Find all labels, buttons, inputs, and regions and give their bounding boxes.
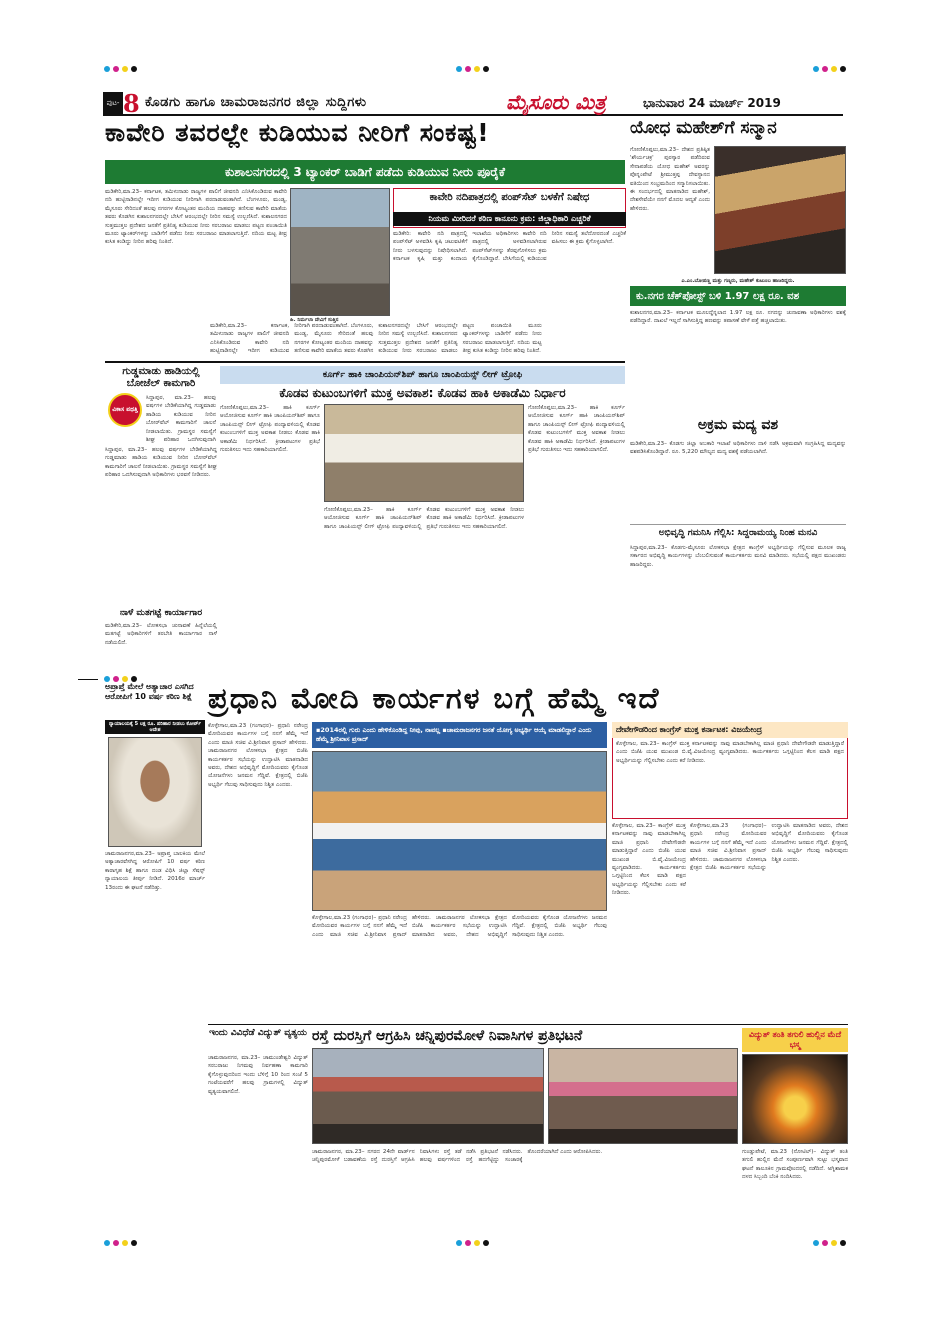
registration-marks-bottom-right <box>813 1240 846 1246</box>
yodha-photo <box>714 146 846 274</box>
masthead <box>103 89 843 118</box>
registration-marks-top-center <box>456 66 489 72</box>
divider <box>208 1024 848 1025</box>
pump-body: ಮಡಿಕೇರಿ: ಕಾವೇರಿ ನದಿ ಪಾತ್ರದಲ್ಲಿ ಪಂಪ್‌ಸೆಟ್ ಅಳವಡಿಸಿ ಕೃಷಿ ಚಟುವಟಿಕೆಗೆ ನೀರು ಬಳಸುವುದನ್ನು ನಿಷೇಧಿಸಲಾಗಿದೆ. ಕರ್ನಾಟಕ ಕೃಷಿ ಮತ್ತು ಕಂದಾಯ ಇಲಾಖೆಯ ಅಧಿಕಾರಿಗಳು ಕಾವೇರಿ ನದಿ ಪಾತ್ರದಲ್ಲಿ ಅಳವಡಿಸಲಾಗಿರುವ ಪಂಪ್‌ಸೆಟ್‌ಗಳನ್ನು ತೆರವುಗೊಳಿಸಲು ಕ್ರಮ ಕೈಗೊಂಡಿದ್ದಾರೆ. ಬೇಸಿಗೆಯಲ್ಲಿ ಕುಡಿಯುವ ನೀರಿನ ಸಮಸ್ಯೆ ತಲೆದೋರದಂತೆ ಎಚ್ಚರಿಕೆ ವಹಿಸಲು ಈ ಕ್ರಮ ಕೈಗೊಳ್ಳಲಾಗಿದೆ. <box>393 231 626 263</box>
raste-headline: ರಸ್ತೆ ದುರಸ್ತಿಗೆ ಆಗ್ರಹಿಸಿ ಚನ್ನಿಪುರಮೋಳೆ ನಿವಾಸಿಗಳ ಪ್ರತಿಭಟನೆ <box>312 1028 583 1044</box>
registration-marks-top-left <box>104 66 137 72</box>
siddaramaiah-body: ಸಿದ್ದಾಪುರ,ಮಾ.23– ಕೊಡಗು-ಮೈಸೂರು ಲೋಕಸಭಾ ಕ್ಷೇತ್ರದ ಕಾಂಗ್ರೆಸ್ ಅಭ್ಯರ್ಥಿಯನ್ನು ಗೆಲ್ಲಿಸುವ ಮೂಲಕ ರಾಜ್ಯ ಸರ್ಕಾರದ ಅಭಿವೃದ್ಧಿ ಕಾರ್ಯಗಳನ್ನು ಬೆಂಬಲಿಸುವಂತೆ ಕಾರ್ಯಕರ್ತರು ಮನವಿ ಮಾಡಿದರು. ಸಭೆಯಲ್ಲಿ ಪಕ್ಷದ ಮುಖಂಡರು ಹಾಜರಿದ್ದರು. <box>630 545 846 568</box>
devegowda-body: ಕೊಳ್ಳೇಗಾಲ, ಮಾ.23– ಕಾಂಗ್ರೆಸ್ ಮುಕ್ತ ಕರ್ನಾಟಕವನ್ನು ನಾವು ಮಾಡಬೇಕಾಗಿಲ್ಲ ಮಾಜಿ ಪ್ರಧಾನಿ ದೇವೇಗೌಡರೇ ಮಾಡುತ್ತಿದ್ದಾರೆ ಎಂದು ಬಿಜೆಪಿ ಯುವ ಮುಖಂಡ ಬಿ.ವೈ.ವಿಜಯೇಂದ್ರ ವ್ಯಂಗ್ಯವಾಡಿದರು. ಕಾರ್ಯಕರ್ತರು ಒಗ್ಗಟ್ಟಿನಿಂದ ಕೆಲಸ ಮಾಡಿ ಪಕ್ಷದ ಅಭ್ಯರ್ಥಿಯನ್ನು ಗೆಲ್ಲಿಸಬೇಕು ಎಂದು ಕರೆ ನೀಡಿದರು. <box>616 741 844 764</box>
hockey-body-col3: ಗೋಣಿಕೊಪ್ಪಲು,ಮಾ.23– ಹಾಕಿ ಕೂರ್ಗ್ ಆಯೋಜಿಸುವ ಕೂರ್ಗ್ ಹಾಕಿ ಚಾಂಪಿಯನ್‌ಶಿಪ್ ಹಾಗೂ ಚಾಂಪಿಯನ್ಸ್ ಲೀಗ್ ಟ್ರೋಫಿ ಪಂದ್ಯಾವಳಿಯಲ್ಲಿ ಕೊಡವ ಕುಟುಂಬಗಳಿಗೆ ಮುಕ್ತ ಅವಕಾಶ ನೀಡಲು ಕೊಡವ ಹಾಕಿ ಅಕಾಡೆಮಿ ನಿರ್ಧರಿಸಿದೆ. ಕ್ರೀಡಾಪಟುಗಳ ಪ್ರತಿಭೆ ಗುರುತಿಸಲು ಇದು ಸಹಕಾರಿಯಾಗಲಿದೆ. <box>528 405 625 454</box>
registration-marks-top-right <box>813 66 846 72</box>
modi-body-col1: ಕೊಳ್ಳೇಗಾಲ,ಮಾ.23 (ಗಂಗಾಧರ)– ಪ್ರಧಾನಿ ನರೇಂದ್ರ ಮೋದಿಯವರ ಕಾರ್ಯಗಳ ಬಗ್ಗೆ ನನಗೆ ಹೆಮ್ಮೆ ಇದೆ ಎಂದು ಮಾಜಿ ಸಚಿವ ವಿ.ಶ್ರೀನಿವಾಸ ಪ್ರಸಾದ್ ಹೇಳಿದರು. ಚಾಮರಾಜನಗರ ಲೋಕಸಭಾ ಕ್ಷೇತ್ರದ ಬಿಜೆಪಿ ಕಾರ್ಯಕರ್ತರ ಸಭೆಯನ್ನು ಉದ್ಘಾಟಿಸಿ ಮಾತನಾಡಿದ ಅವರು, ದೇಶದ ಅಭಿವೃದ್ಧಿಗೆ ಮೋದಿಯವರು ಕೈಗೊಂಡ ಯೋಜನೆಗಳು ಜನಮನ ಗೆದ್ದಿವೆ. ಕ್ಷೇತ್ರದಲ್ಲಿ ಬಿಜೆಪಿ ಅಭ್ಯರ್ಥಿ ಗೆಲುವು ಸಾಧಿಸುವುದು ನಿಶ್ಚಿತ ಎಂದರು. <box>208 723 308 788</box>
yodha-caption: ಎ.ಎಂ.ಬೋಪಣ್ಣ ಮತ್ತು ಗಣ್ಯರು, ಮಹೇಶ್ ಕುಟುಂಬ ಹಾಜರಿದ್ದರು. <box>681 278 795 284</box>
protest-photo-1 <box>312 1048 544 1144</box>
modi-bar: ▪2014ರಲ್ಲಿ ಗುರು ಎಂದು ಹೇಳಿಕೊಂಡಿದ್ದ ನೀವು, ನಾವಲ್ಲ ▪ಚಾಮರಾಜನಗರ ಜನತೆ ಯೋಗ್ಯ ಅಭ್ಯರ್ಥಿ ಆಯ್ಕೆ ಮಾಡಲಿದ್ದಾರೆ ಎಂದು ಹೆಮ್ಮೆ ಶ್ರೀನಿವಾಸ ಪ್ರಸಾದ್ <box>312 722 607 748</box>
registration-marks-bottom-center <box>456 1240 489 1246</box>
modi-body-col3: ಕೊಳ್ಳೇಗಾಲ,ಮಾ.23 (ಗಂಗಾಧರ)– ಪ್ರಧಾನಿ ನರೇಂದ್ರ ಮೋದಿಯವರ ಕಾರ್ಯಗಳ ಬಗ್ಗೆ ನನಗೆ ಹೆಮ್ಮೆ ಇದೆ ಎಂದು ಮಾಜಿ ಸಚಿವ ವಿ.ಶ್ರೀನಿವಾಸ ಪ್ರಸಾದ್ ಹೇಳಿದರು. ಚಾಮರಾಜನಗರ ಲೋಕಸಭಾ ಕ್ಷೇತ್ರದ ಬಿಜೆಪಿ ಕಾರ್ಯಕರ್ತರ ಸಭೆಯನ್ನು ಉದ್ಘಾಟಿಸಿ ಮಾತನಾಡಿದ ಅವರು, ದೇಶದ ಅಭಿವೃದ್ಧಿಗೆ ಮೋದಿಯವರು ಕೈಗೊಂಡ ಯೋಜನೆಗಳು ಜನಮನ ಗೆದ್ದಿವೆ. ಕ್ಷೇತ್ರದಲ್ಲಿ ಬಿಜೆಪಿ ಅಭ್ಯರ್ಥಿ ಗೆಲುವು ಸಾಧಿಸುವುದು ನಿಶ್ಚಿತ ಎಂದರು. <box>690 823 848 872</box>
guddamada-body: ಸಿದ್ದಾಪುರ, ಮಾ.23– ಹಲವು ವರ್ಷಗಳ ಬೇಡಿಕೆಯಾಗಿದ್ದ ಗುಡ್ಡಮಾಡು ಹಾಡಿಯ ಕುಡಿಯುವ ನೀರಿನ ಬೋರ್‌ವೆಲ್ ಕಾಮಗಾರಿಗೆ ಚಾಲನೆ ನೀಡಲಾಯಿತು. ಗ್ರಾಮಸ್ಥರ ಸಮಸ್ಯೆಗೆ ಶೀಘ್ರ ಪರಿಹಾರ ಒದಗಿಸುವುದಾಗಿ <box>146 395 216 444</box>
devegowda-body-cont: ಕೊಳ್ಳೇಗಾಲ, ಮಾ.23– ಕಾಂಗ್ರೆಸ್ ಮುಕ್ತ ಕರ್ನಾಟಕವನ್ನು ನಾವು ಮಾಡಬೇಕಾಗಿಲ್ಲ ಮಾಜಿ ಪ್ರಧಾನಿ ದೇವೇಗೌಡರೇ ಮಾಡುತ್ತಿದ್ದಾರೆ ಎಂದು ಬಿಜೆಪಿ ಯುವ ಮುಖಂಡ ಬಿ.ವೈ.ವಿಜಯೇಂದ್ರ ವ್ಯಂಗ್ಯವಾಡಿದರು. ಕಾರ್ಯಕರ್ತರು ಒಗ್ಗಟ್ಟಿನಿಂದ ಕೆಲಸ ಮಾಡಿ ಪಕ್ಷದ ಅಭ್ಯರ್ಥಿಯನ್ನು ಗೆಲ್ಲಿಸಬೇಕು ಎಂದು ಕರೆ ನೀಡಿದರು. <box>612 823 686 897</box>
registration-marks-bottom-left <box>104 1240 137 1246</box>
bjp-meeting-photo <box>312 751 607 911</box>
atyachara-headline: ಅಪ್ರಾಪ್ತೆ ಮೇಲೆ ಅತ್ಯಾಚಾರ ಎಸಗಿದ ಆರೋಪಿಗೆ 10 ವರ್ಷ ಕಠಿಣ ಶಿಕ್ಷೆ <box>105 682 194 701</box>
protest-photo-2 <box>548 1048 738 1144</box>
fire-headline: ವಿದ್ಯುತ್ ತಂತಿ ತಗುಲಿ ಹುಲ್ಲಿನ ಮೆದೆ ಭಸ್ಮ <box>742 1028 848 1052</box>
modi-body-col2: ಕೊಳ್ಳೇಗಾಲ,ಮಾ.23 (ಗಂಗಾಧರ)– ಪ್ರಧಾನಿ ನರೇಂದ್ರ ಮೋದಿಯವರ ಕಾರ್ಯಗಳ ಬಗ್ಗೆ ನನಗೆ ಹೆಮ್ಮೆ ಇದೆ ಎಂದು ಮಾಜಿ ಸಚಿವ ವಿ.ಶ್ರೀನಿವಾಸ ಪ್ರಸಾದ್ ಹೇಳಿದರು. ಚಾಮರಾಜನಗರ ಲೋಕಸಭಾ ಕ್ಷೇತ್ರದ ಬಿಜೆಪಿ ಕಾರ್ಯಕರ್ತರ ಸಭೆಯನ್ನು ಉದ್ಘಾಟಿಸಿ ಮಾತನಾಡಿದ ಅವರು, ದೇಶದ ಅಭಿವೃದ್ಧಿಗೆ ಮೋದಿಯವರು ಕೈಗೊಂಡ ಯೋಜನೆಗಳು ಜನಮನ ಗೆದ್ದಿವೆ. ಕ್ಷೇತ್ರದಲ್ಲಿ ಬಿಜೆಪಿ ಅಭ್ಯರ್ಥಿ ಗೆಲುವು ಸಾಧಿಸುವುದು ನಿಶ್ಚಿತ ಎಂದರು. <box>312 915 607 938</box>
divider <box>630 524 846 525</box>
naale-body: ಮಡಿಕೇರಿ,ಮಾ.23– ಲೋಕಸಭಾ ಚುನಾವಣೆ ಹಿನ್ನೆಲೆಯಲ್ಲಿ ಮತಗಟ್ಟೆ ಅಧಿಕಾರಿಗಳಿಗೆ ತರಬೇತಿ ಕಾರ್ಯಾಗಾರ ನಾಳೆ ನಡೆಯಲಿದೆ. <box>105 623 217 646</box>
hockey-meeting-photo <box>324 404 524 502</box>
page-label: ಪುಟ- <box>103 92 123 114</box>
hockey-body-col1: ಗೋಣಿಕೊಪ್ಪಲು,ಮಾ.23– ಹಾಕಿ ಕೂರ್ಗ್ ಆಯೋಜಿಸುವ ಕೂರ್ಗ್ ಹಾಕಿ ಚಾಂಪಿಯನ್‌ಶಿಪ್ ಹಾಗೂ ಚಾಂಪಿಯನ್ಸ್ ಲೀಗ್ ಟ್ರೋಫಿ ಪಂದ್ಯಾವಳಿಯಲ್ಲಿ ಕೊಡವ ಕುಟುಂಬಗಳಿಗೆ ಮುಕ್ತ ಅವಕಾಶ ನೀಡಲು ಕೊಡವ ಹಾಕಿ ಅಕಾಡೆಮಿ ನಿರ್ಧರಿಸಿದೆ. ಕ್ರೀಡಾಪಟುಗಳ ಪ್ರತಿಭೆ ಗುರುತಿಸಲು ಇದು ಸಹಕಾರಿಯಾಗಲಿದೆ. <box>220 405 320 454</box>
akrama-headline: ಅಕ್ರಮ ಮದ್ಯ ವಶ <box>697 417 779 433</box>
kunagara-headline: ಕು.ನಗರ ಚೆಕ್‌ಪೋಸ್ಟ್ ಬಳಿ 1.97 ಲಕ್ಷ ರೂ. ವಶ <box>630 286 846 306</box>
atyachara-body: ಚಾಮರಾಜನಗರ,ಮಾ.23– ಅಪ್ರಾಪ್ತ ಬಾಲಕಿಯ ಮೇಲೆ ಅತ್ಯಾಚಾರವೆಸಗಿದ್ದ ಆರೋಪಿಗೆ 10 ವರ್ಷ ಕಠಿಣ ಕಾರಾಗೃಹ ಶಿಕ್ಷೆ ಹಾಗೂ ದಂಡ ವಿಧಿಸಿ ಜಿಲ್ಲಾ ಸೆಷನ್ಸ್ ನ್ಯಾಯಾಲಯ ತೀರ್ಪು ನೀಡಿದೆ. 2016ರ ಮಾರ್ಚ್ 13ರಂದು ಈ ಘಟನೆ ನಡೆದಿತ್ತು. <box>105 851 205 891</box>
crop-mark-left <box>78 679 98 680</box>
idol-photo <box>290 188 390 316</box>
hockey-headline: ಕೊಡವ ಕುಟುಂಬಗಳಿಗೆ ಮುಕ್ತ ಅವಕಾಶ: ಕೊಡವ ಹಾಕಿ ಅಕಾಡೆಮಿ ನಿರ್ಧಾರ <box>279 386 566 400</box>
page-number: 8 <box>123 89 140 118</box>
naale-headline: ನಾಳೆ ಮತಗಟ್ಟೆ ಕಾರ್ಯಾಗಾರ <box>119 608 203 618</box>
dateline: ಭಾನುವಾರ 24 ಮಾರ್ಚ್ 2019 <box>643 96 781 110</box>
divider <box>105 361 625 363</box>
lead-body-continued: ಮಡಿಕೇರಿ,ಮಾ.23– ಕರ್ನಾಟಕ, ತಮಿಳುನಾಡು ರಾಜ್ಯಗಳ ಪಾಲಿಗೆ ಜೀವನದಿ ಎನಿಸಿಕೊಂಡಿರುವ ಕಾವೇರಿ ನದಿ ಹುಟ್ಟಿನಾಡಿನಲ್ಲೇ ಇದೀಗ ಕುಡಿಯುವ ನೀರಿಗಾಗಿ ಪರದಾಡುವಂತಾಗಿದೆ. ಬೆಂಗಳೂರು, ಮಂಡ್ಯ, ಮೈಸೂರು ಸೇರಿದಂತೆ ಹಲವು ನಗರಗಳ ಕೋಟ್ಯಂತರ ಮಂದಿಯ ದಾಹವನ್ನು ತಣಿಸುವ ಕಾವೇರಿ ಮಾತೆಯ ತವರು ಕೊಡಗಿನ ಕುಶಾಲನಗರದಲ್ಲೇ ಬೇಸಿಗೆ ಆರಂಭದಲ್ಲೇ ನೀರಿನ ಸಮಸ್ಯೆ ಉಲ್ಬಣಿಸಿದೆ. ಕುಶಾಲನಗರದ ಸುತ್ತಮುತ್ತಲ ಪ್ರದೇಶದ ಜನತೆಗೆ ಪ್ರತಿನಿತ್ಯ ಕುಡಿಯುವ ನೀರು ಸರಬರಾಜು ಮಾಡಲು ಪಟ್ಟಣ ಪಂಚಾಯಿತಿ ಮೂರು ಟ್ಯಾಂಕರ್‌ಗಳನ್ನು ಬಾಡಿಗೆಗೆ ಪಡೆದು ನೀರು ಸರಬರಾಜು ಮಾಡಲಾಗುತ್ತಿದೆ. ನದಿಯ ಮಟ್ಟ ತೀವ್ರ ಕುಸಿತ ಕಂಡಿದ್ದು ನೀರಿನ ಹರಿವು ನಿಂತಿದೆ. <box>210 323 542 355</box>
lead-subheadline: ಕುಶಾಲನಗರದಲ್ಲಿ 3 ಟ್ಯಾಂಕರ್ ಬಾಡಿಗೆ ಪಡೆದು ಕುಡಿಯುವ ನೀರು ಪೂರೈಕೆ <box>105 160 625 184</box>
hockey-bar: ಕೂರ್ಗ್ ಹಾಕಿ ಚಾಂಪಿಯನ್‌ಶಿಪ್ ಹಾಗೂ ಚಾಂಪಿಯನ್ಸ್ ಲೀಗ್ ಟ್ರೋಫಿ <box>220 366 625 384</box>
atyachara-bar: ನ್ಯಾಯಾಲಯಕ್ಕೆ 5 ಲಕ್ಷ ರೂ. ಪರಿಹಾರ ನೀಡಲು ಕೋರ್ಟ್ ಆದೇಶ <box>105 720 205 734</box>
devegowda-bar: ದೇವೇಗೌಡರಿಂದ ಕಾಂಗ್ರೆಸ್ ಮುಕ್ತ ಕರ್ನಾಟಕ: ವಿಜಯೇಂದ್ರ <box>612 722 848 738</box>
kunagara-body: ಕುಶಾಲನಗರ,ಮಾ.23– ಕರ್ನಾಟಕ ಮೂಲದ್ದೆನ್ನಲಾದ 1.97 ಲಕ್ಷ ರೂ. ನಗದನ್ನು ಚುನಾವಣಾ ಅಧಿಕಾರಿಗಳು ವಶಕ್ಕೆ ಪಡೆದಿದ್ದಾರೆ. ದಾಖಲೆ ಇಲ್ಲದೆ ಸಾಗಿಸುತ್ತಿದ್ದ ಹಣವನ್ನು ತಪಾಸಣೆ ವೇಳೆ ಪತ್ತೆ ಹಚ್ಚಲಾಯಿತು. <box>630 310 846 325</box>
pump-box-bar: ನಿಯಮ ಮೀರಿದರೆ ಕಠಿಣ ಕಾನೂನು ಕ್ರಮ: ಜಿಲ್ಲಾಧಿಕಾರಿ ಎಚ್ಚರಿಕೆ <box>393 212 626 226</box>
guddamada-body-cont: ಸಿದ್ದಾಪುರ, ಮಾ.23– ಹಲವು ವರ್ಷಗಳ ಬೇಡಿಕೆಯಾಗಿದ್ದ ಗುಡ್ಡಮಾಡು ಹಾಡಿಯ ಕುಡಿಯುವ ನೀರಿನ ಬೋರ್‌ವೆಲ್ ಕಾಮಗಾರಿಗೆ ಚಾಲನೆ ನೀಡಲಾಯಿತು. ಗ್ರಾಮಸ್ಥರ ಸಮಸ್ಯೆಗೆ ಶೀಘ್ರ ಪರಿಹಾರ ಒದಗಿಸುವುದಾಗಿ ಅಧಿಕಾರಿಗಳು ಭರವಸೆ ನೀಡಿದರು. <box>105 447 217 479</box>
idol-caption: ಹಿ. ನಿರ್ಮಲಾ ದೇವಿಗೆ ಸುತ್ತಿನ <box>290 317 339 323</box>
yodha-headline: ಯೋಧ ಮಹೇಶ್‌ಗೆ ಸನ್ಮಾನ <box>630 118 777 138</box>
guddamada-headline: ಗುಡ್ಡಮಾಡು ಹಾಡಿಯಲ್ಲಿ ಬೋಜೆಲ್ ಕಾಮಗಾರಿ <box>122 366 200 389</box>
fire-photo <box>742 1054 848 1144</box>
hockey-body-col2: ಗೋಣಿಕೊಪ್ಪಲು,ಮಾ.23– ಹಾಕಿ ಕೂರ್ಗ್ ಆಯೋಜಿಸುವ ಕೂರ್ಗ್ ಹಾಕಿ ಚಾಂಪಿಯನ್‌ಶಿಪ್ ಹಾಗೂ ಚಾಂಪಿಯನ್ಸ್ ಲೀಗ್ ಟ್ರೋಫಿ ಪಂದ್ಯಾವಳಿಯಲ್ಲಿ ಕೊಡವ ಕುಟುಂಬಗಳಿಗೆ ಮುಕ್ತ ಅವಕಾಶ ನೀಡಲು ಕೊಡವ ಹಾಕಿ ಅಕಾಡೆಮಿ ನಿರ್ಧರಿಸಿದೆ. ಕ್ರೀಡಾಪಟುಗಳ ಪ್ರತಿಭೆ ಗುರುತಿಸಲು ಇದು ಸಹಕಾರಿಯಾಗಲಿದೆ. <box>324 507 524 530</box>
vidyut-body: ಚಾಮರಾಜನಗರ, ಮಾ.23– ಚಾಮುಂಡೇಶ್ವರಿ ವಿದ್ಯುತ್ ಸರಬರಾಜು ನಿಗಮವು ನಿರ್ವಹಣಾ ಕಾಮಗಾರಿ ಕೈಗೊಳ್ಳುವುದರಿಂದ ಇಂದು ಬೆಳಿಗ್ಗೆ 10 ರಿಂದ ಸಂಜೆ 5 ಗಂಟೆಯವರೆಗೆ ಹಲವು ಗ್ರಾಮಗಳಲ್ಲಿ ವಿದ್ಯುತ್ ವ್ಯತ್ಯಯವಾಗಲಿದೆ. <box>208 1055 308 1095</box>
vikasa-badge: ವಿಕಾಸ ಪಥತ್ತಿ <box>108 393 142 427</box>
siddaramaiah-headline: ಅಭಿವೃದ್ಧಿ ಗಮನಿಸಿ ಗೆಲ್ಲಿಸಿ: ಸಿದ್ದರಾಮಯ್ಯ ನಿಂಹ ಮನವಿ <box>658 528 818 538</box>
newspaper-logo: ಮೈಸೂರು ಮಿತ್ರ <box>506 90 606 114</box>
section-title: ಕೊಡಗು ಹಾಗೂ ಚಾಮರಾಜನಗರ ಜಿಲ್ಲಾ ಸುದ್ದಿಗಳು <box>145 95 367 110</box>
accused-photo <box>108 737 202 847</box>
akrama-body: ಮಡಿಕೇರಿ,ಮಾ.23– ಕೊಡಗು ಜಿಲ್ಲಾ ಅಬಕಾರಿ ಇಲಾಖೆ ಅಧಿಕಾರಿಗಳು ದಾಳಿ ನಡೆಸಿ ಅಕ್ರಮವಾಗಿ ಸಂಗ್ರಹಿಸಿದ್ದ ಮದ್ಯವನ್ನು ವಶಪಡಿಸಿಕೊಂಡಿದ್ದಾರೆ. ರೂ. 5,220 ಮೌಲ್ಯದ ಮದ್ಯ ವಶಕ್ಕೆ ಪಡೆಯಲಾಗಿದೆ. <box>630 441 846 456</box>
raste-body: ಚಾಮರಾಜನಗರ, ಮಾ.23– ನಗರದ 24ನೇ ವಾರ್ಡ್‌ನ ಚನ್ನಿಪುರಮೋಳೆ ಬಡಾವಣೆಯ ರಸ್ತೆ ದುರಸ್ತಿಗೆ ಆಗ್ರಹಿಸಿ ನಿವಾಸಿಗಳು ರಸ್ತೆ ತಡೆ ನಡೆಸಿ ಪ್ರತಿಭಟನೆ ನಡೆಸಿದರು. ಹಲವು ವರ್ಷಗಳಿಂದ ರಸ್ತೆ ಹದಗೆಟ್ಟಿದ್ದು ಸಂಚಾರಕ್ಕೆ ತೊಂದರೆಯಾಗಿದೆ ಎಂದು ಆರೋಪಿಸಿದರು. <box>312 1149 603 1164</box>
lead-body-col1: ಮಡಿಕೇರಿ,ಮಾ.23– ಕರ್ನಾಟಕ, ತಮಿಳುನಾಡು ರಾಜ್ಯಗಳ ಪಾಲಿಗೆ ಜೀವನದಿ ಎನಿಸಿಕೊಂಡಿರುವ ಕಾವೇರಿ ನದಿ ಹುಟ್ಟಿನಾಡಿನಲ್ಲೇ ಇದೀಗ ಕುಡಿಯುವ ನೀರಿಗಾಗಿ ಪರದಾಡುವಂತಾಗಿದೆ. ಬೆಂಗಳೂರು, ಮಂಡ್ಯ, ಮೈಸೂರು ಸೇರಿದಂತೆ ಹಲವು ನಗರಗಳ ಕೋಟ್ಯಂತರ ಮಂದಿಯ ದಾಹವನ್ನು ತಣಿಸುವ ಕಾವೇರಿ ಮಾತೆಯ ತವರು ಕೊಡಗಿನ ಕುಶಾಲನಗರದಲ್ಲೇ ಬೇಸಿಗೆ ಆರಂಭದಲ್ಲೇ ನೀರಿನ ಸಮಸ್ಯೆ ಉಲ್ಬಣಿಸಿದೆ. ಕುಶಾಲನಗರದ ಸುತ್ತಮುತ್ತಲ ಪ್ರದೇಶದ ಜನತೆಗೆ ಪ್ರತಿನಿತ್ಯ ಕುಡಿಯುವ ನೀರು ಸರಬರಾಜು ಮಾಡಲು ಪಟ್ಟಣ ಪಂಚಾಯಿತಿ ಮೂರು ಟ್ಯಾಂಕರ್‌ಗಳನ್ನು ಬಾಡಿಗೆಗೆ ಪಡೆದು ನೀರು ಸರಬರಾಜು ಮಾಡಲಾಗುತ್ತಿದೆ. ನದಿಯ ಮಟ್ಟ ತೀವ್ರ ಕುಸಿತ ಕಂಡಿದ್ದು ನೀರಿನ ಹರಿವು ನಿಂತಿದೆ. <box>105 189 287 246</box>
pump-box-title: ಕಾವೇರಿ ನದಿಪಾತ್ರದಲ್ಲಿ ಪಂಪ್‌ಸೆಟ್ ಬಳಕೆಗೆ ನಿಷೇಧ <box>429 192 590 203</box>
yodha-body: ಗೋಣಿಕೊಪ್ಪಲು,ಮಾ.23– ದೇಶದ ಪ್ರತಿಷ್ಠಿತ 'ಶೌರ್ಯಚಕ್ರ' ಪುರಸ್ಕಾರ ಪಡೆದಿರುವ ಸೇನಾಪಡೆಯ ಯೋಧ ಮಹೇಶ್ ಅವರನ್ನು ಪೊನ್ನಂಪೇಟೆ ಶ್ರೀಮುತ್ತಪ್ಪ ದೇವಸ್ಥಾನದ ವತಿಯಿಂದ ಸಂಭ್ರಮದಿಂದ ಸನ್ಮಾನಿಸಲಾಯಿತು. ಈ ಸಂದರ್ಭದಲ್ಲಿ ಮಾತನಾಡಿದ ಮಹೇಶ್, ದೇಶಸೇವೆಯೇ ನನಗೆ ಮೊದಲ ಆದ್ಯತೆ ಎಂದು ಹೇಳಿದರು. <box>630 147 710 212</box>
fire-body: ಗುಂಡ್ಲುಪೇಟೆ, ಮಾ.23 (ನೋಟಿಲ್)– ವಿದ್ಯುತ್ ತಂತಿ ತಗುಲಿ ಹುಲ್ಲಿನ ಮೆದೆ ಸಂಪೂರ್ಣವಾಗಿ ಸುಟ್ಟು ಭಸ್ಮವಾದ ಘಟನೆ ತಾಲೂಕಿನ ಗ್ರಾಮವೊಂದರಲ್ಲಿ ನಡೆದಿದೆ. ಅಗ್ನಿಶಾಮಕ ದಳದ ಸಿಬ್ಬಂದಿ ಬೆಂಕಿ ನಂದಿಸಿದರು. <box>742 1149 848 1181</box>
modi-headline: ಪ್ರಧಾನಿ ಮೋದಿ ಕಾರ್ಯಗಳ ಬಗ್ಗೆ ಹೆಮ್ಮೆ ಇದೆ <box>208 681 661 715</box>
lead-headline: ಕಾವೇರಿ ತವರಲ್ಲೇ ಕುಡಿಯುವ ನೀರಿಗೆ ಸಂಕಷ್ಟ! <box>105 118 490 147</box>
vidyut-headline: ಇಂದು ವಿವಿಧೆಡೆ ವಿದ್ಯುತ್ ವ್ಯತ್ಯಯ <box>209 1028 307 1038</box>
